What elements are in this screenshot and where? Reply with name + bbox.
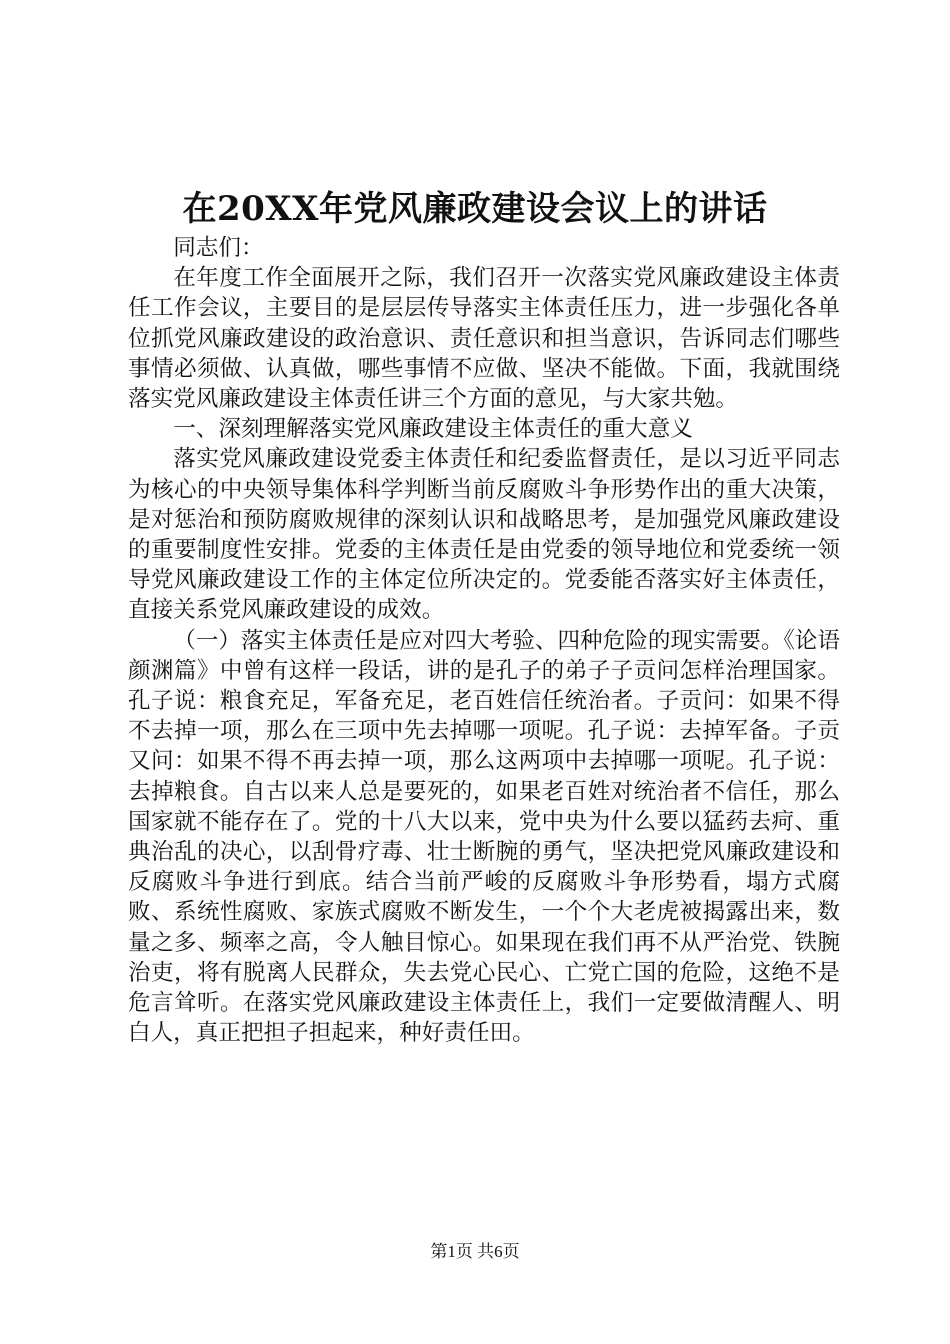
intro-paragraph: 在年度工作全面展开之际，我们召开一次落实党风廉政建设主体责任工作会议，主要目的是层层传导落实主体责任压力，进一步强化各单位抓党风廉政建设的政治意识、责任意识和担当意识，告诉同志们哪些事情必须做、认真做，哪些事情不应做、坚决不能做。下面，我就围绕落实党风廉政建设主体责任讲三个方面的意见，与大家共勉。 — [128, 265, 840, 413]
page-number-footer: 第1页 共6页 — [430, 1242, 520, 1261]
body-paragraph: 落实党风廉政建设党委主体责任和纪委监督责任，是以习近平同志为核心的中央领导集体科学判断当前反腐败斗争形势作出的重大决策，是对惩治和预防腐败规律的深刻认识和战略思考，是加强党风廉政建设的重要制度性安排。党委的主体责任是由党委的领导地位和党委统一领导党风廉政建设工作的主体定位所决定的。党委能否落实好主体责任，直接关系党风廉政建设的成效。 — [128, 446, 840, 624]
section-heading: 一、深刻理解落实党风廉政建设主体责任的重大意义 — [173, 416, 693, 443]
document-body — [128, 233, 840, 1048]
salutation-paragraph: 同志们： — [173, 235, 264, 261]
document-title: 在20XX年党风廉政建设会议上的讲话 — [182, 189, 768, 229]
body-paragraph: （一）落实主体责任是应对四大考验、四种危险的现实需要。《论语颜渊篇》中曾有这样一段话，讲的是孔子的弟子子贡问怎样治理国家。孔子说：粮食充足，军备充足，老百姓信任统治者。子贡问：如果不得不去掉一项，那么在三项中先去掉哪一项呢。孔子说：去掉军备。子贡又问：如果不得不再去掉一项，那么这两项中去掉哪一项呢。孔子说：去掉粮食。自古以来人总是要死的，如果老百姓对统治者不信任，那么国家就不能存在了。党的十八大以来，党中央为什么要以猛药去疴、重典治乱的决心，以刮骨疗毒、壮士断腕的勇气，坚决把党风廉政建设和反腐败斗争进行到底。结合当前严峻的反腐败斗争形势看，塌方式腐败、系统性腐败、家族式腐败不断发生，一个个大老虎被揭露出来，数量之多、频率之高，令人触目惊心。如果现在我们再不从严治党、铁腕治吏，将有脱离人民群众，失去党心民心、亡党亡国的危险，这绝不是危言耸听。在落实党风廉政建设主体责任上，我们一定要做清醒人、明白人，真正把担子担起来，种好责任田。 — [128, 627, 840, 1047]
